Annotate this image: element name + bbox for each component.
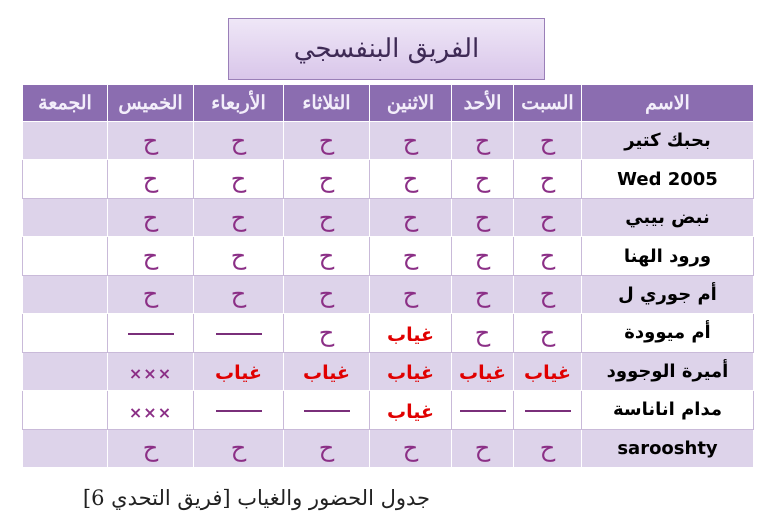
present-mark: ح [474, 242, 491, 271]
present-mark: ح [230, 280, 247, 309]
attendance-cell [284, 160, 370, 198]
table-caption: جدول الحضور والغياب [فريق التحدي 6] [82, 486, 430, 510]
attendance-cell [452, 429, 514, 468]
present-mark: ح [230, 203, 247, 232]
attendance-cell [370, 391, 452, 429]
attendance-cell [194, 314, 284, 352]
attendance-cell [514, 314, 582, 352]
present-mark: ح [474, 318, 491, 347]
attendance-cell [370, 275, 452, 313]
present-mark: ح [142, 242, 159, 271]
present-mark: ح [539, 242, 556, 271]
member-name: أميرة الوجوود [582, 352, 754, 390]
attendance-cell [108, 314, 194, 352]
no-attendance-dash [216, 333, 262, 335]
present-mark: ح [142, 165, 159, 194]
present-mark: ح [402, 126, 419, 155]
present-mark: ح [230, 165, 247, 194]
col-header-sunday: الأحد [452, 85, 514, 122]
attendance-cell [514, 391, 582, 429]
attendance-cell [108, 237, 194, 275]
attendance-cell [23, 391, 108, 429]
team-title: الفريق البنفسجي [228, 18, 545, 80]
attendance-cell [514, 237, 582, 275]
member-name: أم جوري ل [582, 275, 754, 313]
col-header-monday: الاثنين [370, 85, 452, 122]
attendance-cell [452, 122, 514, 160]
absent-mark: غياب [387, 362, 434, 385]
present-mark: ح [474, 165, 491, 194]
attendance-cell [108, 275, 194, 313]
no-attendance-dash [128, 333, 174, 335]
attendance-cell [108, 160, 194, 198]
attendance-cell [108, 122, 194, 160]
table-row [23, 429, 754, 468]
absent-mark: غياب [524, 362, 571, 385]
present-mark: ح [318, 242, 335, 271]
absent-mark: غياب [459, 362, 506, 385]
present-mark: ح [474, 126, 491, 155]
present-mark: ح [474, 203, 491, 232]
present-mark: ح [142, 280, 159, 309]
attendance-cell [452, 275, 514, 313]
attendance-cell [514, 275, 582, 313]
attendance-cell [23, 198, 108, 236]
member-name: sarooshty [582, 429, 754, 468]
attendance-cell [108, 352, 194, 390]
attendance-cell [194, 352, 284, 390]
attendance-cell [514, 122, 582, 160]
attendance-cell [23, 275, 108, 313]
attendance-cell [370, 429, 452, 468]
attendance-cell [452, 237, 514, 275]
member-name: نبض بيبي [582, 198, 754, 236]
attendance-cell [23, 122, 108, 160]
attendance-cell [108, 198, 194, 236]
present-mark: ح [539, 318, 556, 347]
present-mark: ح [318, 165, 335, 194]
attendance-cell [370, 314, 452, 352]
attendance-cell [194, 429, 284, 468]
present-mark: ح [230, 242, 247, 271]
table-row [23, 160, 754, 198]
attendance-cell [370, 237, 452, 275]
table-row [23, 352, 754, 390]
attendance-cell [23, 160, 108, 198]
excused-mark: ××× [128, 402, 173, 422]
attendance-cell [284, 391, 370, 429]
table-row [23, 314, 754, 352]
absent-mark: غياب [215, 362, 262, 385]
attendance-cell [194, 391, 284, 429]
present-mark: ح [402, 280, 419, 309]
header-row [23, 85, 754, 122]
attendance-cell [23, 237, 108, 275]
attendance-cell [284, 198, 370, 236]
attendance-cell [194, 122, 284, 160]
attendance-cell [284, 237, 370, 275]
col-header-friday: الجمعة [23, 85, 108, 122]
attendance-cell [108, 391, 194, 429]
no-attendance-dash [525, 410, 571, 412]
attendance-cell [194, 237, 284, 275]
present-mark: ح [230, 126, 247, 155]
attendance-cell [514, 352, 582, 390]
attendance-cell [452, 391, 514, 429]
attendance-cell [284, 122, 370, 160]
table-row [23, 237, 754, 275]
absent-mark: غياب [303, 362, 350, 385]
attendance-cell [452, 352, 514, 390]
attendance-cell [194, 160, 284, 198]
no-attendance-dash [460, 410, 506, 412]
member-name: بحبك كتير [582, 122, 754, 160]
attendance-cell [284, 275, 370, 313]
present-mark: ح [142, 434, 159, 463]
attendance-cell [23, 314, 108, 352]
table-row [23, 198, 754, 236]
present-mark: ح [474, 434, 491, 463]
attendance-cell [194, 275, 284, 313]
attendance-cell [452, 314, 514, 352]
present-mark: ح [318, 318, 335, 347]
member-name: ورود الهنا [582, 237, 754, 275]
attendance-cell [514, 160, 582, 198]
present-mark: ح [318, 280, 335, 309]
col-header-saturday: السبت [514, 85, 582, 122]
present-mark: ح [142, 203, 159, 232]
present-mark: ح [539, 203, 556, 232]
table-row [23, 391, 754, 429]
member-name: أم ميوودة [582, 314, 754, 352]
attendance-cell [452, 160, 514, 198]
attendance-cell [23, 429, 108, 468]
excused-mark: ××× [128, 364, 173, 384]
attendance-table [22, 84, 754, 468]
attendance-cell [370, 352, 452, 390]
present-mark: ح [539, 165, 556, 194]
attendance-cell [370, 198, 452, 236]
col-header-wednesday: الأربعاء [194, 85, 284, 122]
present-mark: ح [539, 126, 556, 155]
present-mark: ح [318, 126, 335, 155]
attendance-cell [284, 429, 370, 468]
attendance-cell [370, 122, 452, 160]
member-name: Wed 2005 [582, 160, 754, 198]
absent-mark: غياب [387, 400, 434, 423]
present-mark: ح [402, 165, 419, 194]
present-mark: ح [230, 434, 247, 463]
present-mark: ح [402, 242, 419, 271]
present-mark: ح [402, 203, 419, 232]
attendance-cell [284, 314, 370, 352]
col-header-name: الاسم [582, 85, 754, 122]
present-mark: ح [402, 434, 419, 463]
present-mark: ح [539, 280, 556, 309]
no-attendance-dash [216, 410, 262, 412]
member-name: مدام اناناسة [582, 391, 754, 429]
col-header-tuesday: الثلاثاء [284, 85, 370, 122]
table-row [23, 122, 754, 160]
present-mark: ح [142, 126, 159, 155]
absent-mark: غياب [387, 323, 434, 346]
present-mark: ح [318, 203, 335, 232]
no-attendance-dash [304, 410, 350, 412]
attendance-cell [194, 198, 284, 236]
attendance-cell [284, 352, 370, 390]
col-header-thursday: الخميس [108, 85, 194, 122]
attendance-cell [514, 198, 582, 236]
present-mark: ح [474, 280, 491, 309]
attendance-cell [452, 198, 514, 236]
attendance-cell [514, 429, 582, 468]
present-mark: ح [539, 434, 556, 463]
attendance-cell [370, 160, 452, 198]
attendance-cell [23, 352, 108, 390]
attendance-cell [108, 429, 194, 468]
present-mark: ح [318, 434, 335, 463]
table-row [23, 275, 754, 313]
